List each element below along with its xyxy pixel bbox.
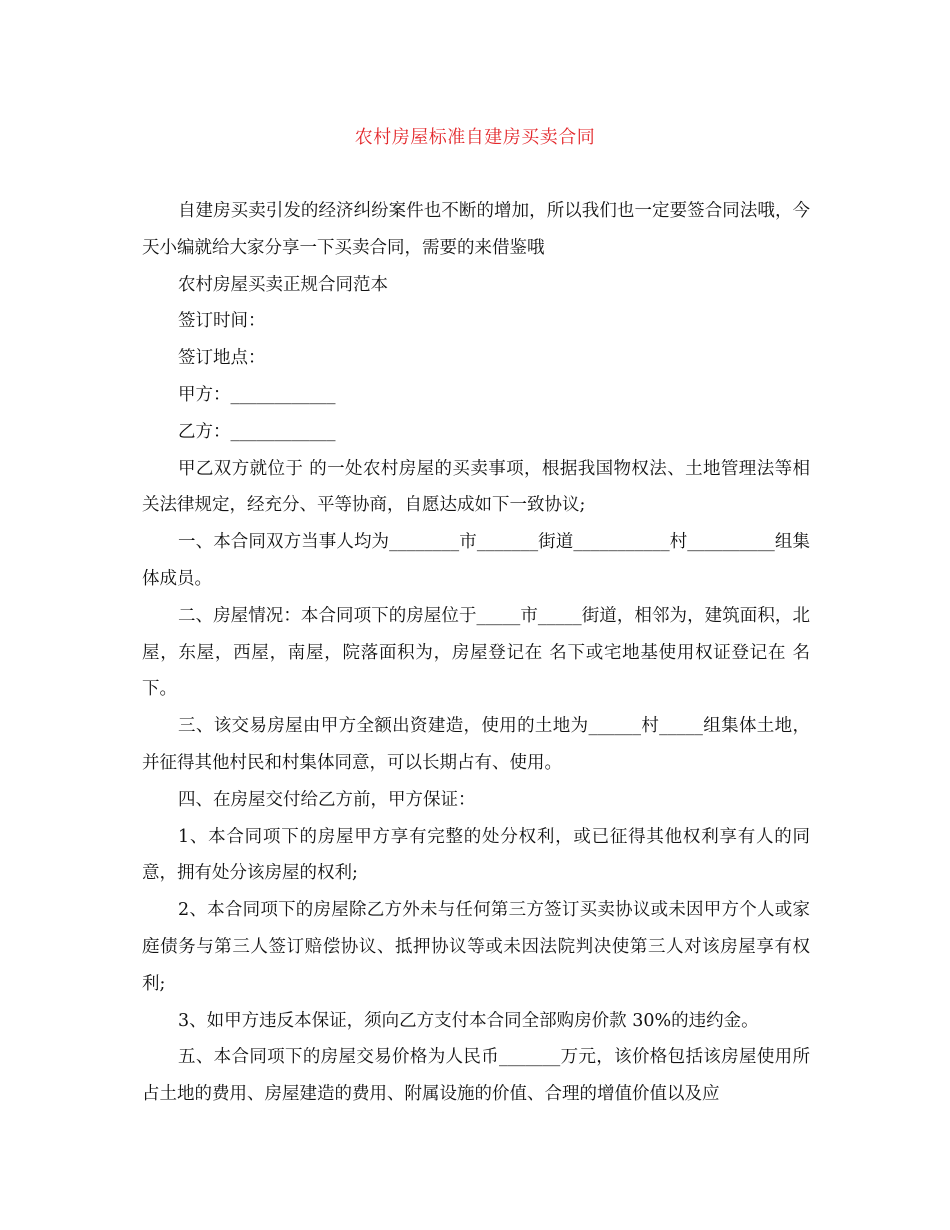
clause-4-item-1: 1、本合同项下的房屋甲方享有完整的处分权利，或已征得其他权利享有人的同意，拥有处分该房屋的权利; (142, 826, 810, 884)
preamble-paragraph: 甲乙双方就位于 的一处农村房屋的买卖事项，根据我国物权法、土地管理法等相关法律规定，经充分、平等协商，自愿达成如下一致协议; (142, 458, 810, 516)
document-body (142, 193, 810, 1113)
clause-5: 五、本合同项下的房屋交易价格为人民币_______万元，该价格包括该房屋使用所占土地的费用、房屋建造的费用、附属设施的价值、合理的增值价值以及应 (142, 1047, 810, 1105)
party-a-field: 甲方：____________ (178, 384, 336, 405)
intro-paragraph: 自建房买卖引发的经济纠纷案件也不断的增加，所以我们也一定要签合同法哦，今天小编就给大家分享一下买卖合同，需要的来借鉴哦 (142, 201, 810, 258)
signing-time-field: 签订时间： (178, 311, 266, 332)
clause-3: 三、该交易房屋由甲方全额出资建造，使用的土地为______村_____组集体土地，并征得其他村民和村集体同意，可以长期占有、使用。 (142, 716, 810, 773)
clause-4-item-2: 2、本合同项下的房屋除乙方外未与任何第三方签订买卖协议或未因甲方个人或家庭债务与第三人签订赔偿协议、抵押协议等或未因法院判决使第三人对该房屋享有权利; (142, 900, 810, 994)
document-title: 农村房屋标准自建房买卖合同 (354, 127, 596, 148)
signing-place-field: 签订地点： (178, 348, 266, 369)
clause-4-item-3: 3、如甲方违反本保证，须向乙方支付本合同全部购房价款 30%的违约金。 (178, 1010, 759, 1031)
clause-4: 四、在房屋交付给乙方前，甲方保证： (178, 789, 476, 810)
contract-sample-heading: 农村房屋买卖正规合同范本 (178, 274, 388, 295)
clause-2: 二、房屋情况：本合同项下的房屋位于_____市_____街道，相邻为，建筑面积，北屋，东屋，西屋，南屋，院落面积为，房屋登记在 名下或宅地基使用权证登记在 名下。 (142, 605, 810, 700)
clause-1: 一、本合同双方当事人均为________市_______街道___________村__________组集体成员。 (142, 532, 810, 589)
party-b-field: 乙方：____________ (178, 421, 336, 442)
